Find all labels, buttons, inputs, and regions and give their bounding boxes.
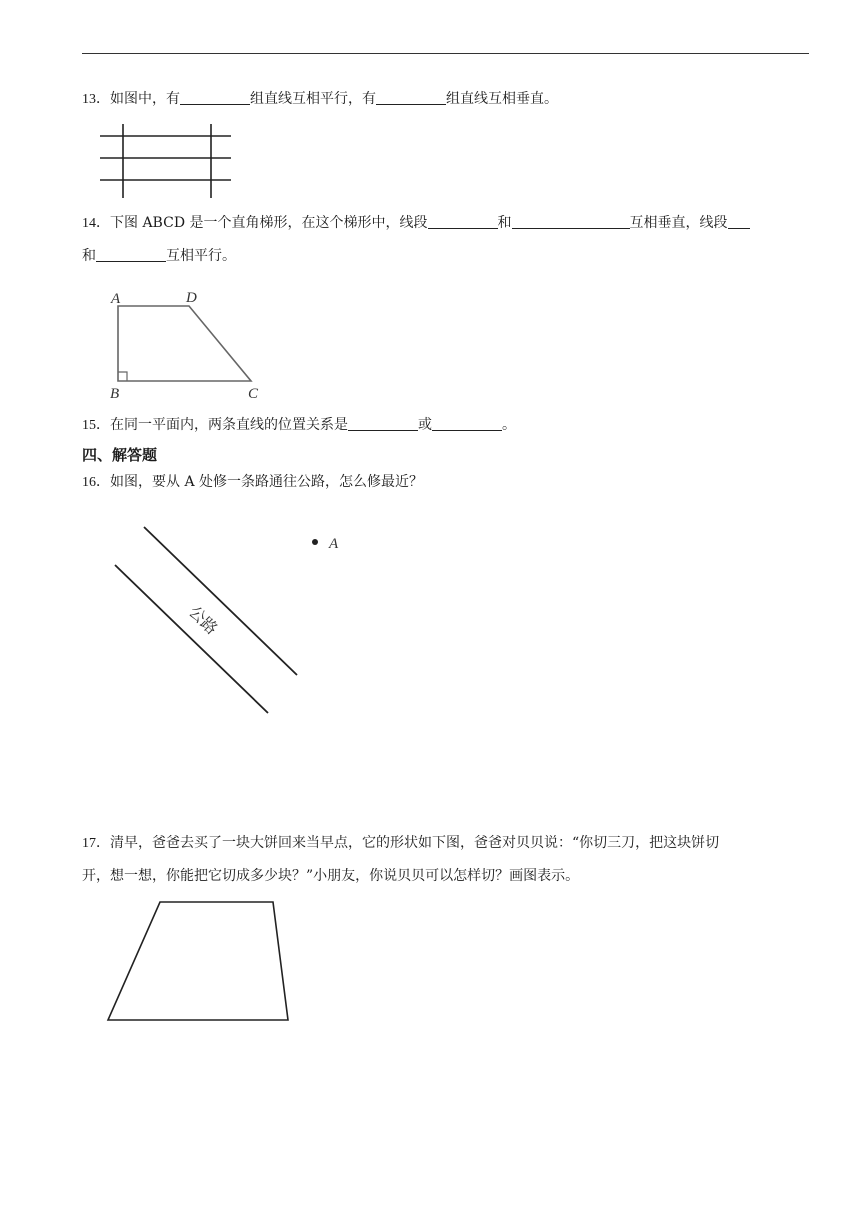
vertex-label-a: A bbox=[111, 291, 121, 307]
vertex-label-c: C bbox=[248, 386, 259, 402]
answer-blank[interactable] bbox=[376, 90, 446, 105]
vertex-label-d: D bbox=[186, 290, 197, 306]
q15-text-3: 。 bbox=[502, 417, 516, 433]
header-rule bbox=[82, 53, 809, 54]
question-17-line-2 bbox=[82, 866, 579, 886]
answer-blank[interactable] bbox=[728, 214, 750, 229]
answer-blank[interactable] bbox=[180, 90, 250, 105]
question-number: 14． bbox=[82, 216, 110, 231]
vertex-label-b: B bbox=[110, 386, 120, 402]
question-number: 15． bbox=[82, 418, 110, 433]
question-14-line-1 bbox=[82, 213, 750, 234]
q14-text-2: 和 bbox=[497, 215, 512, 231]
q13-text-2: 组直线互相平行，有 bbox=[250, 91, 376, 107]
q15-text-1: 在同一平面内，两条直线的位置关系是 bbox=[110, 417, 348, 433]
trapezoid-cake-figure bbox=[100, 895, 300, 1030]
answer-blank[interactable] bbox=[432, 416, 502, 431]
question-13 bbox=[82, 89, 558, 110]
parallel-lines-figure bbox=[100, 122, 235, 200]
answer-blank[interactable] bbox=[428, 214, 498, 229]
q14-text-3: 互相垂直，线段 bbox=[629, 215, 728, 231]
right-trapezoid-figure bbox=[105, 285, 265, 405]
q13-text-3: 组直线互相垂直。 bbox=[446, 91, 558, 107]
point-a-label: A bbox=[329, 536, 339, 552]
q17-text-1: 清早，爸爸去买了一块大饼回来当早点，它的形状如下图，爸爸对贝贝说：“你切三刀，把这块饼切 bbox=[110, 835, 720, 851]
q13-text-1: 如图中，有 bbox=[110, 91, 180, 107]
q14-text-5: 互相平行。 bbox=[166, 248, 236, 264]
q15-text-2: 或 bbox=[418, 417, 432, 433]
q14-text-1: 下图 ABCD 是一个直角梯形，在这个梯形中，线段 bbox=[110, 215, 428, 231]
question-number: 17． bbox=[82, 836, 110, 851]
question-14-line-2 bbox=[82, 246, 236, 266]
road-figure bbox=[100, 515, 360, 725]
question-15 bbox=[82, 415, 516, 436]
answer-blank[interactable] bbox=[512, 214, 630, 229]
section-title: 四、解答题 bbox=[82, 446, 158, 464]
q16-text: 如图，要从 A 处修一条路通往公路，怎么修最近？ bbox=[110, 474, 424, 490]
question-number: 13． bbox=[82, 92, 110, 107]
q17-text-2: 开，想一想，你能把它切成多少块？”小朋友，你说贝贝可以怎样切？画图表示。 bbox=[82, 868, 580, 884]
question-number: 16． bbox=[82, 475, 110, 490]
question-16 bbox=[82, 472, 423, 493]
road-label: 公路 bbox=[185, 602, 222, 639]
q14-text-4: 和 bbox=[82, 248, 96, 264]
question-17-line-1 bbox=[82, 833, 719, 854]
answer-blank[interactable] bbox=[348, 416, 418, 431]
answer-blank[interactable] bbox=[96, 247, 166, 262]
